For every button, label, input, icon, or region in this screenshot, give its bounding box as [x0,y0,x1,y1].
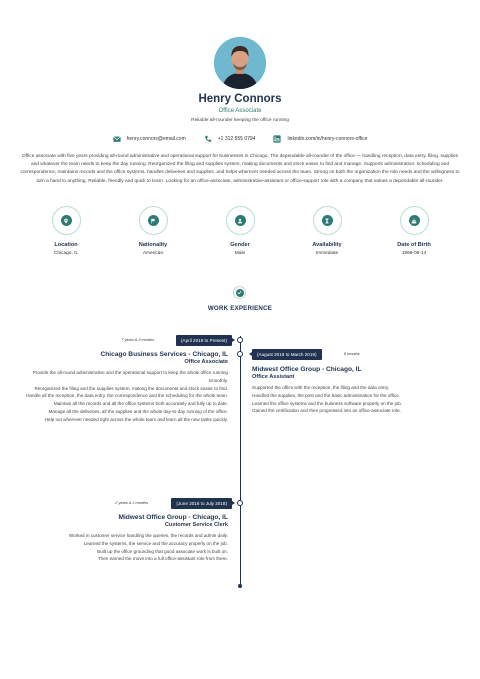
fact-icon-ring [226,206,255,235]
job-role: Customer Service Clerk [164,522,228,528]
cake-icon [411,218,417,224]
job-entry [14,351,228,424]
job-bullet: Gained the certification and then progressed into an office-associate role. [252,408,401,414]
fact-value: Male [234,251,246,256]
contact-phone[interactable] [204,135,256,143]
checkmark-icon [237,290,242,295]
section-title-work-experience: WORK EXPERIENCE [207,305,273,312]
contact-bar [0,135,480,143]
fact-value: American [142,251,164,256]
phone-text: +1 312 555 0794 [217,136,256,142]
fact-label: Gender [230,242,250,248]
job-description [14,532,228,563]
envelope-icon [113,135,121,143]
phone-icon [204,135,212,143]
fact-icon-ring [400,206,429,235]
fact-label: Location [54,242,78,248]
fact-location [28,206,104,256]
location-pin-icon [63,218,69,224]
linkedin-icon [273,135,281,143]
timeline-line [240,336,241,586]
job-dates-badge: (August 2018 to March 2019) [252,349,322,360]
job-bullet: Supported the office with the reception, the filing and the data entry. [252,385,390,390]
candidate-tagline: Reliable all-rounder keeping the office running [191,118,289,123]
fact-availability [289,206,365,256]
timeline-dot [237,337,243,343]
job-bullet: Reorganized the filing and the supplies system, making the documents and stock easier to find. [34,385,228,391]
flag-icon [150,218,156,224]
job-role: Office Associate [184,359,228,365]
fact-value: Immediate [315,251,339,256]
hourglass-icon [324,218,330,224]
job-bullet: Learned the systems, the service and the accuracy properly on the job. [83,540,228,546]
linkedin-text: linkedin.com/in/henry-connors-office [287,136,368,142]
job-bullet: Provide the all-round administrative and the operational support to keep the whole office running smoothly. [32,370,228,383]
job-company: Chicago Business Services - Chicago, IL [100,351,228,358]
fact-gender [202,206,278,256]
work-experience-icon-ring [233,286,246,299]
job-duration: 7 years & 5 months [121,338,154,342]
job-dates-badge: (April 2019 to Present) [176,335,232,346]
job-bullet: Help out wherever needed right across the whole team and learn all the new tasks quickly. [44,416,228,422]
job-bullet: Manage all the deliveries, all the supplies and the whole day-to-day running of the office. [48,408,228,414]
personal-facts [28,206,452,256]
job-bullet: Maintain all the records and all the office systems both accurately and fully up to date. [53,401,228,407]
avatar [214,37,266,89]
job-bullet: Handle all the reception, the data entry, the correspondence and the scheduling for the whole team. [26,393,228,399]
fact-label: Nationality [138,242,168,248]
timeline-end [238,584,242,588]
profile-photo [214,37,266,89]
job-entry [252,366,466,415]
contact-email[interactable] [113,135,186,143]
job-entry [14,514,228,563]
person-icon [237,218,243,224]
job-bullet: Learned the office systems and the business software properly on the job. [252,400,403,406]
job-role: Office Assistant [252,374,295,380]
job-company: Midwest Office Group - Chicago, IL [118,514,228,521]
fact-icon-ring [52,206,81,235]
fact-icon-ring [139,206,168,235]
job-bullet: Then earned the move into a full office-assistant role from there. [97,556,228,562]
fact-date-of-birth [376,206,452,256]
job-bullet: Handled the supplies, the post and the basic administration for the office. [252,392,401,398]
fact-label: Availability [312,242,342,248]
job-description [252,384,466,415]
job-duration: 2 years & 2 months [115,501,148,505]
fact-nationality [115,206,191,256]
job-description [14,369,228,424]
job-dates-badge: (June 2016 to July 2018) [171,498,232,509]
fact-value: 1998-08-14 [401,251,427,256]
profile-summary: Office associate with five years providing all-round administrative and operational support for businesses in Chicago. The dependable all-rounder of the office — handling reception, data entry, filing, supplies and whatever the team needs to keep the day running. Reorganized the filing and supplies system, making documents and stock easier to find and manage. Supports administration, scheduling and correspondence, maintains records and the office systems, handles deliveries and supplies, and helps wherever needed across the team. Strong on both the organization the role needs and the willingness to turn a hand to anything. Reliable, friendly and quick to learn. Looking for an office-associate, administrative-assistant or office-support role with a company that values a dependable all-rounder. [20,154,460,184]
contact-linkedin[interactable] [273,135,367,143]
fact-icon-ring [313,206,342,235]
fact-value: Chicago, IL [53,251,79,256]
job-bullet: Built up the office grounding that good associate work is built on. [97,548,228,554]
candidate-role: Office Associate [218,108,262,114]
email-text: henry.connors@email.com [126,136,186,142]
timeline-dot [237,351,243,357]
timeline-dot [237,500,243,506]
job-bullet: Worked in customer service handling the queries, the records and admin daily. [68,533,228,538]
job-duration: 8 months [344,352,360,356]
job-company: Midwest Office Group - Chicago, IL [252,366,362,373]
candidate-name: Henry Connors [198,93,282,105]
fact-label: Date of Birth [397,242,431,248]
